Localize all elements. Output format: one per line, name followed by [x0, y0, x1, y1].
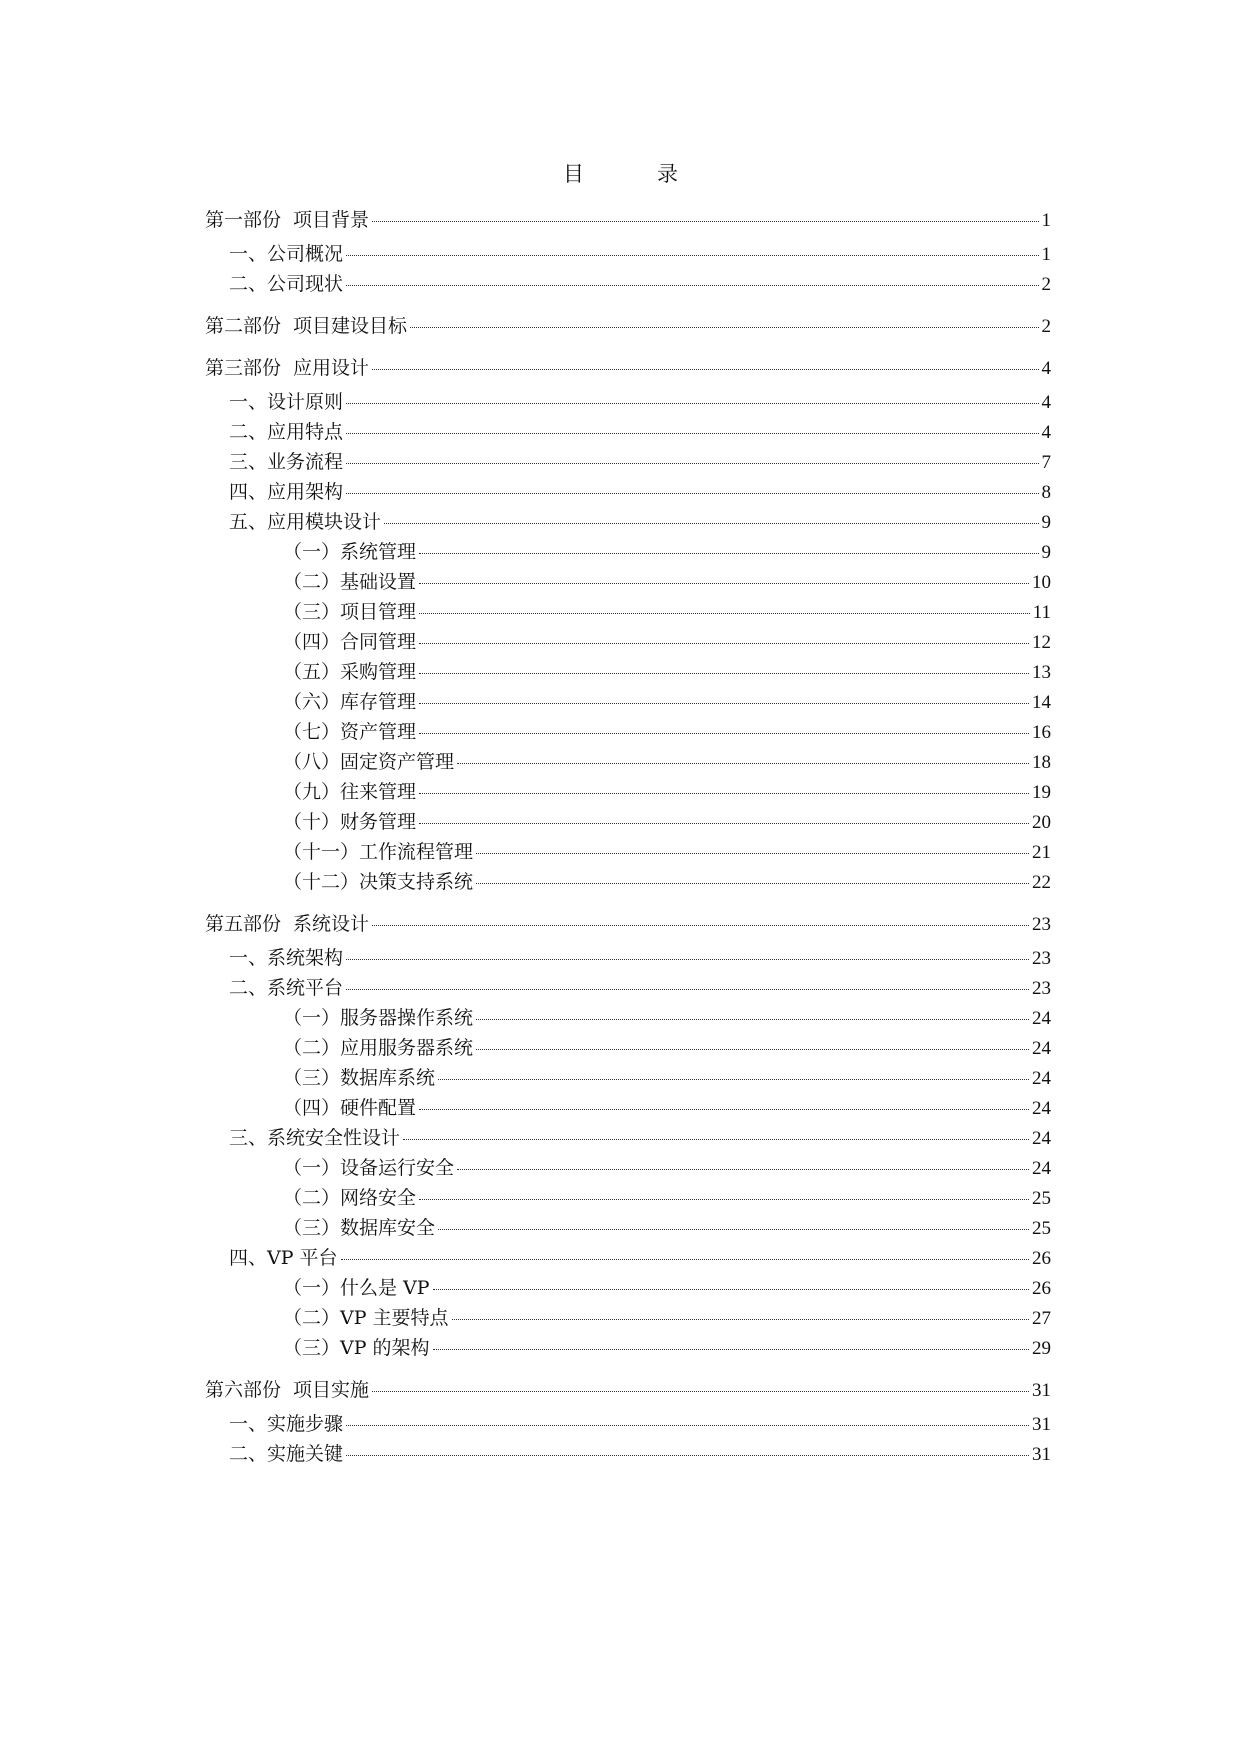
- toc-entry-number: （八）固定资产管理: [283, 751, 455, 773]
- toc-entry[interactable]: [205, 540, 1051, 565]
- toc-entry-number: （三）数据库系统: [283, 1067, 436, 1089]
- toc-dot-leader: [433, 1349, 1029, 1350]
- toc-entry-label: [205, 1378, 369, 1402]
- toc-dot-leader: [476, 853, 1029, 854]
- toc-page-number: 2: [1041, 274, 1051, 295]
- toc-entry-label: [229, 420, 343, 444]
- toc-entry-number: （二）网络安全: [283, 1187, 417, 1209]
- toc-page-number: 31: [1032, 1380, 1051, 1401]
- toc-entry-number: （二）应用服务器系统: [283, 1037, 474, 1059]
- toc-dot-leader: [372, 925, 1029, 926]
- toc-entry-label: [283, 600, 416, 624]
- toc-dot-leader: [346, 1455, 1029, 1456]
- toc-entry-text: 项目实施: [293, 1379, 370, 1401]
- toc-entry-number: 一、设计原则: [229, 391, 344, 413]
- toc-entry-label: [229, 480, 343, 504]
- toc-entry-label: [229, 390, 343, 414]
- toc-dot-leader: [372, 1391, 1029, 1392]
- toc-entry-number: （十一）工作流程管理: [283, 841, 474, 863]
- toc-entry-label: [229, 1126, 400, 1150]
- toc-page-number: 31: [1032, 1444, 1051, 1465]
- toc-dot-leader: [346, 285, 1038, 286]
- toc-page-number: 7: [1041, 452, 1051, 473]
- toc-dot-leader: [419, 733, 1029, 734]
- toc-entry-number: （二）VP 主要特点: [283, 1307, 449, 1329]
- toc-entry-label: [283, 1306, 449, 1330]
- toc-dot-leader: [346, 255, 1038, 256]
- toc-entry[interactable]: [205, 1066, 1051, 1091]
- toc-entry-label: [283, 540, 416, 564]
- toc-page-number: 8: [1041, 482, 1051, 503]
- toc-page-number: 16: [1032, 722, 1051, 743]
- toc-entry-label: [205, 356, 369, 380]
- toc-dot-leader: [419, 643, 1029, 644]
- table-of-contents: [205, 208, 1051, 1467]
- toc-entry-label: [229, 1442, 343, 1466]
- toc-dot-leader: [419, 1199, 1029, 1200]
- toc-entry[interactable]: [205, 1216, 1051, 1241]
- toc-entry-label: [229, 976, 343, 1000]
- toc-dot-leader: [372, 369, 1038, 370]
- toc-entry[interactable]: [205, 1336, 1051, 1361]
- toc-entry[interactable]: [205, 1006, 1051, 1031]
- toc-dot-leader: [457, 763, 1029, 764]
- toc-entry-label: [283, 840, 473, 864]
- toc-page-number: 13: [1032, 662, 1051, 683]
- toc-page-number: 24: [1032, 1128, 1051, 1149]
- toc-page-number: 18: [1032, 752, 1051, 773]
- toc-dot-leader: [372, 221, 1038, 222]
- toc-entry-label: [283, 1096, 416, 1120]
- toc-dot-leader: [346, 433, 1038, 434]
- toc-entry-label: [283, 1156, 454, 1180]
- toc-entry[interactable]: [205, 690, 1051, 715]
- toc-page-number: 22: [1032, 872, 1051, 893]
- toc-entry-label: [283, 660, 416, 684]
- toc-entry[interactable]: [205, 1378, 1051, 1403]
- toc-dot-leader: [476, 883, 1029, 884]
- toc-dot-leader: [419, 823, 1029, 824]
- toc-entry[interactable]: [205, 1126, 1051, 1151]
- toc-page-number: 23: [1032, 978, 1051, 999]
- toc-dot-leader: [403, 1139, 1029, 1140]
- toc-entry[interactable]: [205, 356, 1051, 381]
- toc-entry[interactable]: [205, 976, 1051, 1001]
- toc-entry[interactable]: [205, 630, 1051, 655]
- toc-entry[interactable]: [205, 480, 1051, 505]
- toc-entry-text: 应用设计: [293, 357, 370, 379]
- toc-dot-leader: [346, 959, 1029, 960]
- toc-entry[interactable]: [205, 272, 1051, 297]
- toc-entry-number: 第六部份: [205, 1379, 282, 1401]
- toc-entry-number: （五）采购管理: [283, 661, 417, 683]
- toc-entry-number: 四、VP 平台: [229, 1247, 338, 1269]
- toc-entry-label: [283, 1276, 430, 1300]
- toc-entry[interactable]: [205, 810, 1051, 835]
- toc-entry[interactable]: [205, 720, 1051, 745]
- toc-entry-number: （一）系统管理: [283, 541, 417, 563]
- toc-entry[interactable]: [205, 1442, 1051, 1467]
- toc-page-number: 4: [1041, 422, 1051, 443]
- toc-dot-leader: [419, 793, 1029, 794]
- toc-entry-label: [283, 1066, 435, 1090]
- toc-entry-number: （四）硬件配置: [283, 1097, 417, 1119]
- toc-entry-label: [283, 780, 416, 804]
- toc-page-number: 20: [1032, 812, 1051, 833]
- toc-entry-label: [283, 870, 473, 894]
- toc-entry-number: 一、系统架构: [229, 947, 344, 969]
- toc-entry-number: 二、实施关键: [229, 1443, 344, 1465]
- toc-entry[interactable]: [205, 840, 1051, 865]
- toc-entry[interactable]: [205, 570, 1051, 595]
- toc-dot-leader: [346, 403, 1038, 404]
- toc-entry-number: 四、应用架构: [229, 481, 344, 503]
- toc-page-number: 24: [1032, 1158, 1051, 1179]
- toc-entry-number: 一、公司概况: [229, 243, 344, 265]
- toc-entry[interactable]: [205, 208, 1051, 233]
- toc-entry-number: （七）资产管理: [283, 721, 417, 743]
- toc-entry-label: [283, 1216, 435, 1240]
- toc-dot-leader: [419, 553, 1038, 554]
- toc-page-number: 25: [1032, 1188, 1051, 1209]
- toc-entry-label: [229, 1246, 338, 1270]
- toc-entry-label: [283, 630, 416, 654]
- toc-entry-label: [229, 272, 343, 296]
- toc-entry[interactable]: [205, 1096, 1051, 1121]
- toc-entry-number: 第五部份: [205, 913, 282, 935]
- toc-entry-text: 项目背景: [293, 209, 370, 231]
- toc-page-number: 31: [1032, 1414, 1051, 1435]
- toc-dot-leader: [419, 583, 1029, 584]
- toc-entry-label: [205, 912, 369, 936]
- toc-entry-number: 二、应用特点: [229, 421, 344, 443]
- toc-page-number: 11: [1032, 602, 1051, 623]
- toc-entry-label: [283, 720, 416, 744]
- toc-page-number: 25: [1032, 1218, 1051, 1239]
- toc-entry[interactable]: [205, 242, 1051, 267]
- toc-page-number: 29: [1032, 1338, 1051, 1359]
- toc-page-number: 1: [1041, 210, 1051, 231]
- toc-page-number: 24: [1032, 1098, 1051, 1119]
- toc-page-number: 4: [1041, 392, 1051, 413]
- toc-page-number: 23: [1032, 948, 1051, 969]
- toc-entry-number: 第三部份: [205, 357, 282, 379]
- toc-entry-number: （四）合同管理: [283, 631, 417, 653]
- toc-entry[interactable]: [205, 1306, 1051, 1331]
- toc-entry[interactable]: [205, 660, 1051, 685]
- toc-entry-label: [229, 1412, 343, 1436]
- toc-entry[interactable]: [205, 1412, 1051, 1437]
- toc-dot-leader: [346, 493, 1038, 494]
- toc-page-number: 26: [1032, 1248, 1051, 1269]
- toc-entry[interactable]: [205, 1186, 1051, 1211]
- toc-entry[interactable]: [205, 1156, 1051, 1181]
- toc-entry[interactable]: [205, 420, 1051, 445]
- toc-dot-leader: [419, 703, 1029, 704]
- toc-page-number: 2: [1041, 316, 1051, 337]
- toc-dot-leader: [438, 1079, 1029, 1080]
- toc-entry[interactable]: [205, 946, 1051, 971]
- toc-page-number: 14: [1032, 692, 1051, 713]
- toc-dot-leader: [419, 613, 1030, 614]
- toc-entry[interactable]: [205, 1036, 1051, 1061]
- toc-entry[interactable]: [205, 510, 1051, 535]
- toc-entry-number: 五、应用模块设计: [229, 511, 382, 533]
- toc-entry-label: [229, 450, 343, 474]
- toc-entry[interactable]: [205, 1246, 1051, 1271]
- toc-entry-number: （二）基础设置: [283, 571, 417, 593]
- toc-entry-label: [229, 242, 343, 266]
- toc-entry-number: 第一部份: [205, 209, 282, 231]
- toc-page-number: 24: [1032, 1008, 1051, 1029]
- toc-entry[interactable]: [205, 450, 1051, 475]
- toc-page-number: 23: [1032, 914, 1051, 935]
- toc-entry-label: [205, 314, 407, 338]
- toc-entry-number: （六）库存管理: [283, 691, 417, 713]
- toc-page-number: 26: [1032, 1278, 1051, 1299]
- toc-entry[interactable]: [205, 750, 1051, 775]
- toc-entry-number: （一）服务器操作系统: [283, 1007, 474, 1029]
- toc-entry-label: [283, 750, 454, 774]
- toc-entry[interactable]: [205, 870, 1051, 895]
- toc-page-number: 1: [1041, 244, 1051, 265]
- toc-dot-leader: [384, 523, 1038, 524]
- toc-entry-number: 三、业务流程: [229, 451, 344, 473]
- toc-entry-number: （三）项目管理: [283, 601, 417, 623]
- toc-entry-number: （九）往来管理: [283, 781, 417, 803]
- toc-entry-label: [283, 690, 416, 714]
- toc-entry[interactable]: [205, 600, 1051, 625]
- toc-entry-label: [283, 1006, 473, 1030]
- toc-entry-label: [229, 946, 343, 970]
- toc-dot-leader: [346, 989, 1029, 990]
- toc-page-number: 12: [1032, 632, 1051, 653]
- toc-entry[interactable]: [205, 390, 1051, 415]
- toc-dot-leader: [341, 1259, 1029, 1260]
- toc-page-number: 4: [1041, 358, 1051, 379]
- toc-dot-leader: [457, 1169, 1029, 1170]
- toc-dot-leader: [410, 327, 1038, 328]
- toc-entry[interactable]: [205, 912, 1051, 937]
- toc-entry-number: 第二部份: [205, 315, 282, 337]
- toc-entry-number: 三、系统安全性设计: [229, 1127, 401, 1149]
- toc-dot-leader: [419, 1109, 1029, 1110]
- toc-entry-number: （三）VP 的架构: [283, 1337, 430, 1359]
- toc-entry-number: 二、公司现状: [229, 273, 344, 295]
- toc-entry-number: （十）财务管理: [283, 811, 417, 833]
- toc-entry-number: 二、系统平台: [229, 977, 344, 999]
- toc-dot-leader: [452, 1319, 1029, 1320]
- toc-entry[interactable]: [205, 314, 1051, 339]
- toc-dot-leader: [433, 1289, 1029, 1290]
- toc-entry-number: （一）设备运行安全: [283, 1157, 455, 1179]
- toc-entry-label: [205, 208, 369, 232]
- toc-entry-label: [283, 570, 416, 594]
- toc-entry-label: [283, 1336, 430, 1360]
- toc-entry[interactable]: [205, 1276, 1051, 1301]
- toc-dot-leader: [476, 1049, 1029, 1050]
- toc-page-number: 9: [1041, 512, 1051, 533]
- toc-entry-number: （三）数据库安全: [283, 1217, 436, 1239]
- toc-entry-number: 一、实施步骤: [229, 1413, 344, 1435]
- toc-page-number: 24: [1032, 1068, 1051, 1089]
- toc-entry-label: [283, 810, 416, 834]
- toc-page-number: 24: [1032, 1038, 1051, 1059]
- toc-entry[interactable]: [205, 780, 1051, 805]
- toc-page-number: 19: [1032, 782, 1051, 803]
- toc-entry-label: [229, 510, 381, 534]
- toc-entry-label: [283, 1036, 473, 1060]
- toc-page-number: 27: [1032, 1308, 1051, 1329]
- toc-entry-number: （十二）决策支持系统: [283, 871, 474, 893]
- toc-entry-label: [283, 1186, 416, 1210]
- toc-dot-leader: [476, 1019, 1029, 1020]
- toc-dot-leader: [438, 1229, 1029, 1230]
- toc-page-number: 9: [1041, 542, 1051, 563]
- toc-dot-leader: [346, 463, 1038, 464]
- toc-entry-text: 系统设计: [293, 913, 370, 935]
- toc-page-number: 10: [1032, 572, 1051, 593]
- toc-page-number: 21: [1032, 842, 1051, 863]
- toc-entry-text: 项目建设目标: [293, 315, 408, 337]
- toc-dot-leader: [346, 1425, 1029, 1426]
- toc-dot-leader: [419, 673, 1029, 674]
- toc-title: 目 录: [563, 162, 704, 186]
- toc-entry-number: （一）什么是 VP: [283, 1277, 430, 1299]
